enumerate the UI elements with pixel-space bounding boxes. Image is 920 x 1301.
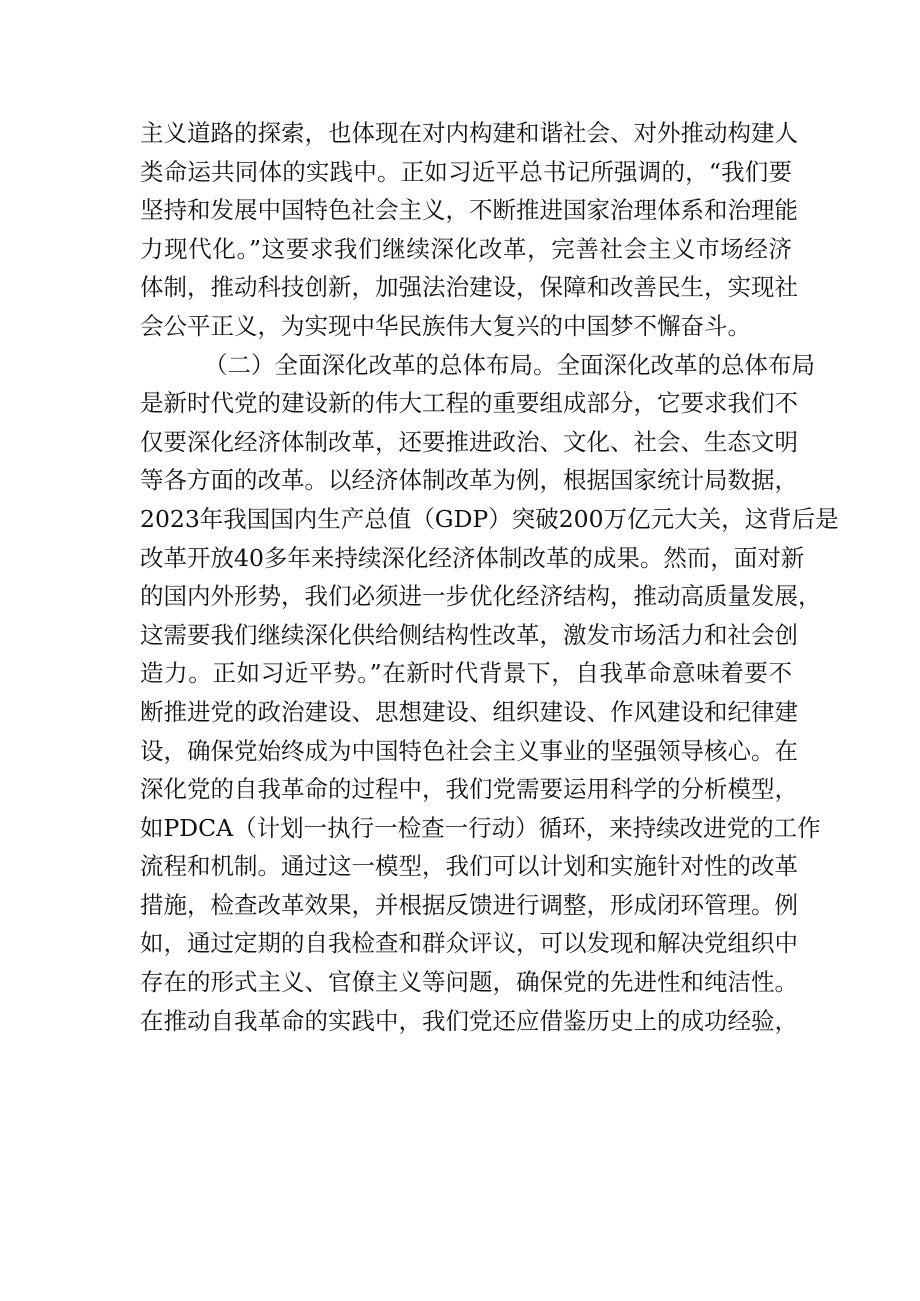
text-line: 如，通过定期的自我检查和群众评议，可以发现和解决党组织中	[140, 929, 798, 958]
text-line: 断推进党的政治建设、思想建设、组织建设、作风建设和纪律建	[140, 697, 798, 726]
document-body	[140, 114, 839, 1040]
text-line: 等各方面的改革。以经济体制改革为例，根据国家统计局数据，	[140, 466, 798, 495]
text-line: 仅要深化经济体制改革，还要推进政治、文化、社会、生态文明	[140, 427, 798, 456]
text-line: 流程和机制。通过这一模型，我们可以计划和实施针对性的改革	[140, 852, 798, 881]
text-line: 这需要我们继续深化供给侧结构性改革，激发市场活力和社会创	[140, 620, 798, 649]
text-line: 体制，推动科技创新，加强法治建设，保障和改善民生，实现社	[140, 273, 798, 302]
text-line: 在推动自我革命的实践中，我们党还应借鉴历史上的成功经验，	[140, 1006, 798, 1035]
text-line: 措施，检查改革效果，并根据反馈进行调整，形成闭环管理。例	[140, 890, 798, 919]
text-line: 造力。正如习近平势。”在新时代背景下，自我革命意味着要不	[140, 659, 792, 688]
text-line: 设，确保党始终成为中国特色社会主义事业的坚强领导核心。在	[140, 736, 798, 765]
section-heading-line: （二）全面深化改革的总体布局。全面深化改革的总体布局	[204, 350, 815, 379]
text-line: 坚持和发展中国特色社会主义，不断推进国家治理体系和治理能	[140, 196, 798, 225]
text-line: 力现代化。”这要求我们继续深化改革，完善社会主义市场经济	[140, 234, 792, 263]
text-line: 存在的形式主义、官僚主义等问题，确保党的先进性和纯洁性。	[140, 968, 798, 997]
text-line: 改革开放40多年来持续深化经济体制改革的成果。然而，面对新	[140, 543, 805, 572]
text-line: 2023年我国国内生产总值（GDP）突破200万亿元大关，这背后是	[140, 504, 839, 533]
text-line: 如PDCA（计划一执行一检查一行动）循环，来持续改进党的工作	[140, 813, 821, 842]
text-line: 会公平正义，为实现中华民族伟大复兴的中国梦不懈奋斗。	[140, 311, 751, 340]
text-line: 深化党的自我革命的过程中，我们党需要运用科学的分析模型，	[140, 775, 798, 804]
text-line: 是新时代党的建设新的伟大工程的重要组成部分，它要求我们不	[140, 389, 798, 418]
text-line: 的国内外形势，我们必须进一步优化经济结构，推动高质量发展，	[140, 582, 822, 611]
text-line: 类命运共同体的实践中。正如习近平总书记所强调的，“我们要	[140, 157, 792, 186]
text-line: 主义道路的探索，也体现在对内构建和谐社会、对外推动构建人	[140, 119, 798, 147]
